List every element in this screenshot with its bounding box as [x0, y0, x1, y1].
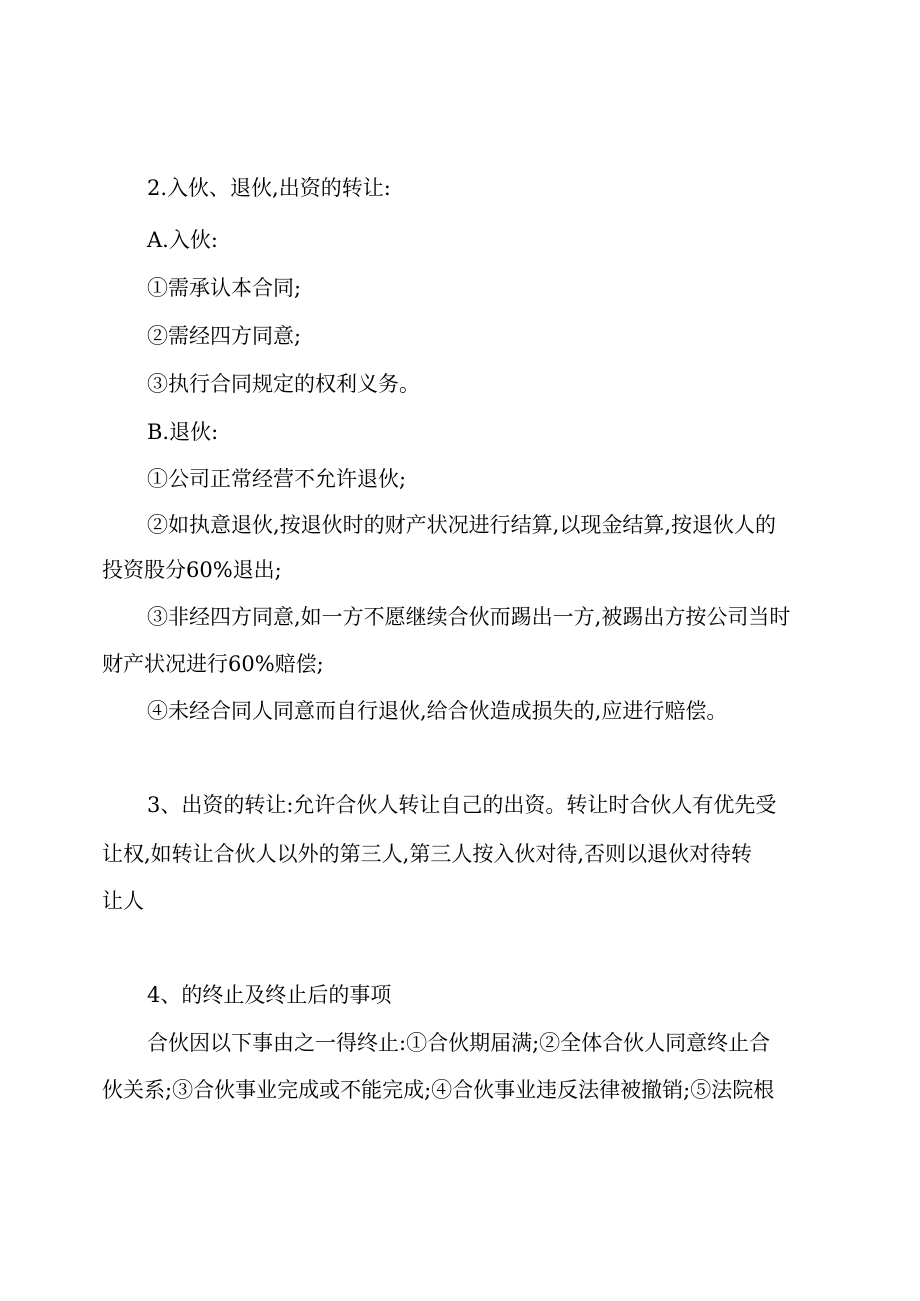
- withdraw-item-3-line-1: ③非经四方同意,如一方不愿继续合伙而踢出一方,被踢出方按公司当时: [147, 605, 791, 629]
- withdraw-label: B.退伙:: [147, 420, 219, 444]
- section-4-line-2: 伙关系;③合伙事业完成或不能完成;④合伙事业违反法律被撤销;⑤法院根: [102, 1078, 775, 1102]
- section-2-heading: 2.入伙、退伙,出资的转让:: [147, 176, 391, 200]
- section-4-line-1: 合伙因以下事由之一得终止:①合伙期届满;②全体合伙人同意终止合: [147, 1031, 771, 1055]
- join-item-2: ②需经四方同意;: [147, 324, 302, 348]
- section-3-line-3: 让人: [102, 889, 144, 913]
- withdraw-item-1: ①公司正常经营不允许退伙;: [147, 467, 407, 491]
- withdraw-item-2-line-1: ②如执意退伙,按退伙时的财产状况进行结算,以现金结算,按退伙人的: [147, 513, 777, 537]
- withdraw-item-4: ④未经合同人同意而自行退伙,给合伙造成损失的,应进行赔偿。: [147, 699, 728, 723]
- section-3-line-1: 3、出资的转让:允许合伙人转让自己的出资。转让时合伙人有优先受: [147, 793, 777, 817]
- withdraw-item-3-line-2: 财产状况进行60%赔偿;: [102, 652, 324, 676]
- join-label: A.入伙:: [147, 228, 218, 252]
- join-item-1: ①需承认本合同;: [147, 276, 302, 300]
- section-3-line-2: 让权,如转让合伙人以外的第三人,第三人按入伙对待,否则以退伙对待转: [102, 842, 753, 866]
- withdraw-item-2-line-2: 投资股分60%退出;: [102, 558, 282, 582]
- join-item-3: ③执行合同规定的权利义务。: [147, 372, 420, 396]
- section-4-heading: 4、的终止及终止后的事项: [147, 983, 392, 1007]
